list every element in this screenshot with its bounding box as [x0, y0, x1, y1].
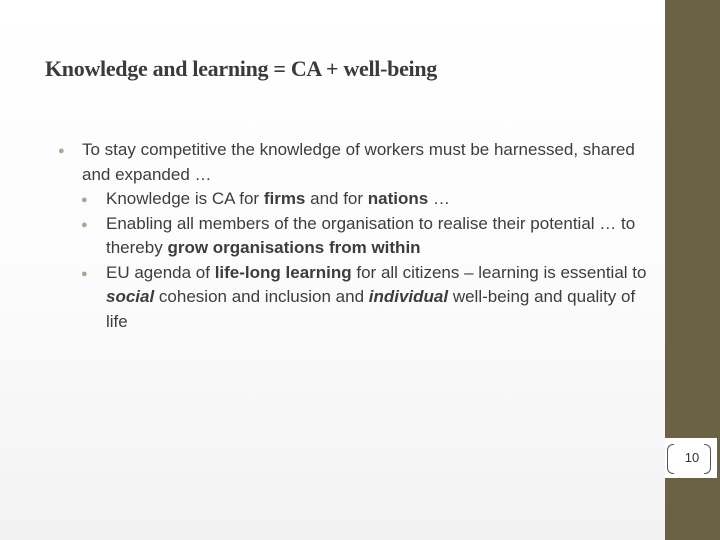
bullet-text: To stay competitive the knowledge of workers must be harnessed, shared and expanded …: [82, 140, 635, 184]
sub-bullet-item: [56, 187, 656, 212]
sub-bullet-item: [56, 212, 656, 261]
bullet-dot-icon: ●: [81, 194, 88, 206]
bullet-text: well-being and quality of life: [106, 287, 636, 331]
bold-text: nations: [367, 189, 429, 208]
sub-bullet-item: [56, 261, 656, 335]
bullet-text: EU agenda of: [106, 262, 215, 282]
bullet-text: Enabling all members of the organisation to realise their potential … to thereby: [106, 213, 636, 257]
bold-italic-text: social: [106, 287, 155, 306]
bullet-text: cohesion and inclusion and: [154, 287, 369, 306]
right-bracket-icon: [704, 444, 711, 474]
bullet-dot-icon: ●: [58, 145, 65, 157]
bullet-dot-icon: ●: [81, 218, 88, 231]
bold-text: grow organisations from within: [167, 238, 421, 257]
page-number: 10: [684, 450, 700, 465]
left-bracket-icon: [667, 444, 674, 474]
bold-text: firms: [263, 189, 306, 208]
bullet-text: Knowledge is CA for: [106, 189, 264, 208]
bullet-text: and for: [305, 189, 368, 208]
bullet-list: [56, 138, 656, 334]
bullet-dot-icon: ●: [81, 267, 88, 280]
page-number-box: [665, 438, 717, 478]
bullet-text: for all citizens – learning is essential to: [351, 262, 647, 282]
slide-title: Knowledge and learning = CA + well-being: [45, 56, 437, 81]
bold-italic-text: individual: [368, 287, 449, 306]
bullet-text: …: [428, 189, 450, 208]
bullet-item: [56, 138, 656, 187]
bold-text: life-long learning: [214, 262, 352, 282]
